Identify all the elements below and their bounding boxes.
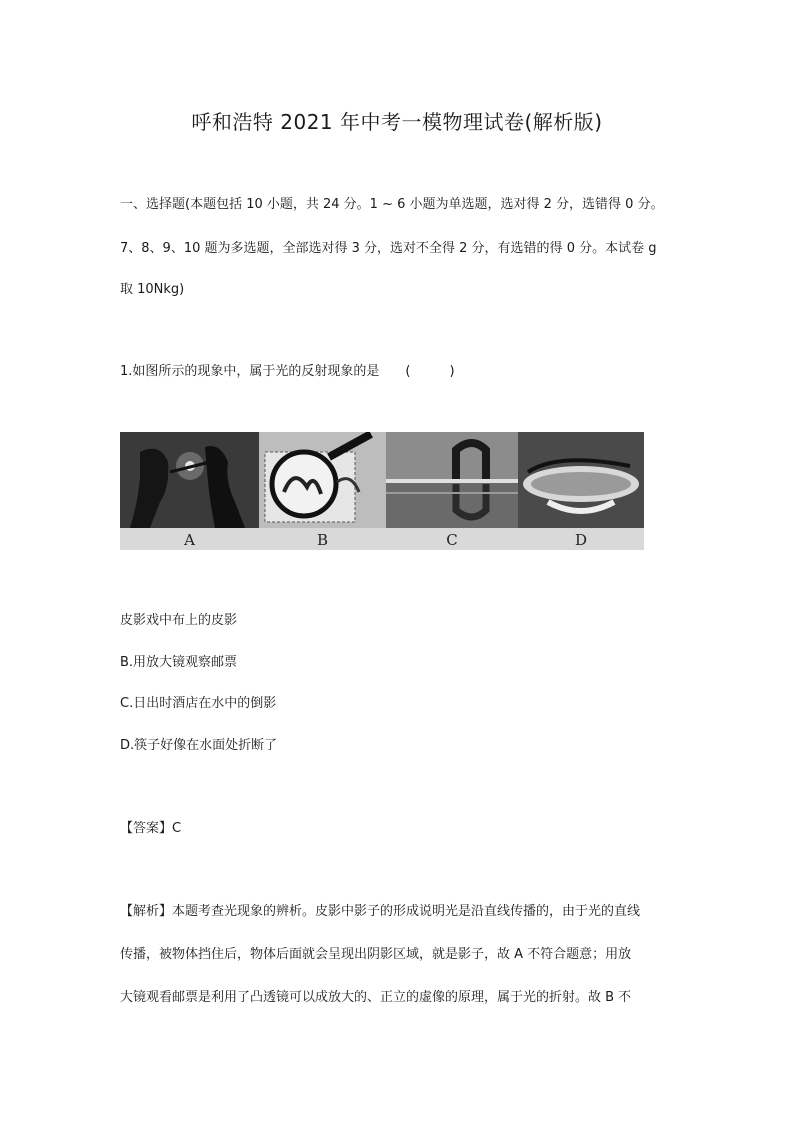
option-c: C.日出时酒店在水中的倒影 — [120, 696, 277, 711]
answer: 【答案】C — [120, 821, 182, 836]
figure-label-c: C — [446, 531, 458, 549]
figure-label-a: A — [184, 531, 195, 549]
option-d: D.筷子好像在水面处折断了 — [120, 738, 278, 753]
section-instructions-line-3: 取 10Nkg) — [120, 282, 185, 297]
figure-panel-b — [259, 432, 386, 550]
figure-panel-c — [386, 432, 518, 550]
magnifier-stamp-photo — [259, 432, 386, 528]
analysis-line-3: 大镜观看邮票是利用了凸透镜可以成放大的、正立的虚像的原理，属于光的折射。故 B 不 — [120, 990, 632, 1005]
analysis-line-2: 传播，被物体挡住后，物体后面就会呈现出阴影区域，就是影子，故 A 不符合题意；用放 — [120, 947, 632, 962]
shadow-puppet-photo — [120, 432, 259, 528]
chopsticks-bowl-photo — [518, 432, 644, 528]
figure-panel-d — [518, 432, 644, 550]
figure-label-d: D — [574, 531, 588, 549]
option-a: 皮影戏中布上的皮影 — [120, 613, 238, 628]
section-instructions-line-2: 7、8、9、10 题为多选题，全部选对得 3 分，选对不全得 2 分，有选错的得 0 分。本试卷 g — [120, 241, 657, 256]
figure-label-b: B — [316, 531, 329, 549]
question-stem: 1.如图所示的现象中，属于光的反射现象的是 ( ) — [120, 364, 455, 379]
analysis-line-1: 【解析】本题考查光现象的辨析。皮影中影子的形成说明光是沿直线传播的，由于光的直线 — [120, 904, 641, 919]
figure-panel-a — [120, 432, 259, 550]
hotel-reflection-photo — [386, 432, 518, 528]
question-figure — [120, 432, 644, 550]
section-instructions-line-1: 一、选择题(本题包括 10 小题，共 24 分。1 ~ 6 小题为单选题，选对得 2 分，选错得 0 分。 — [120, 197, 664, 212]
option-b: B.用放大镜观察邮票 — [120, 655, 238, 670]
page-title: 呼和浩特 2021 年中考一模物理试卷(解析版) — [191, 110, 603, 134]
